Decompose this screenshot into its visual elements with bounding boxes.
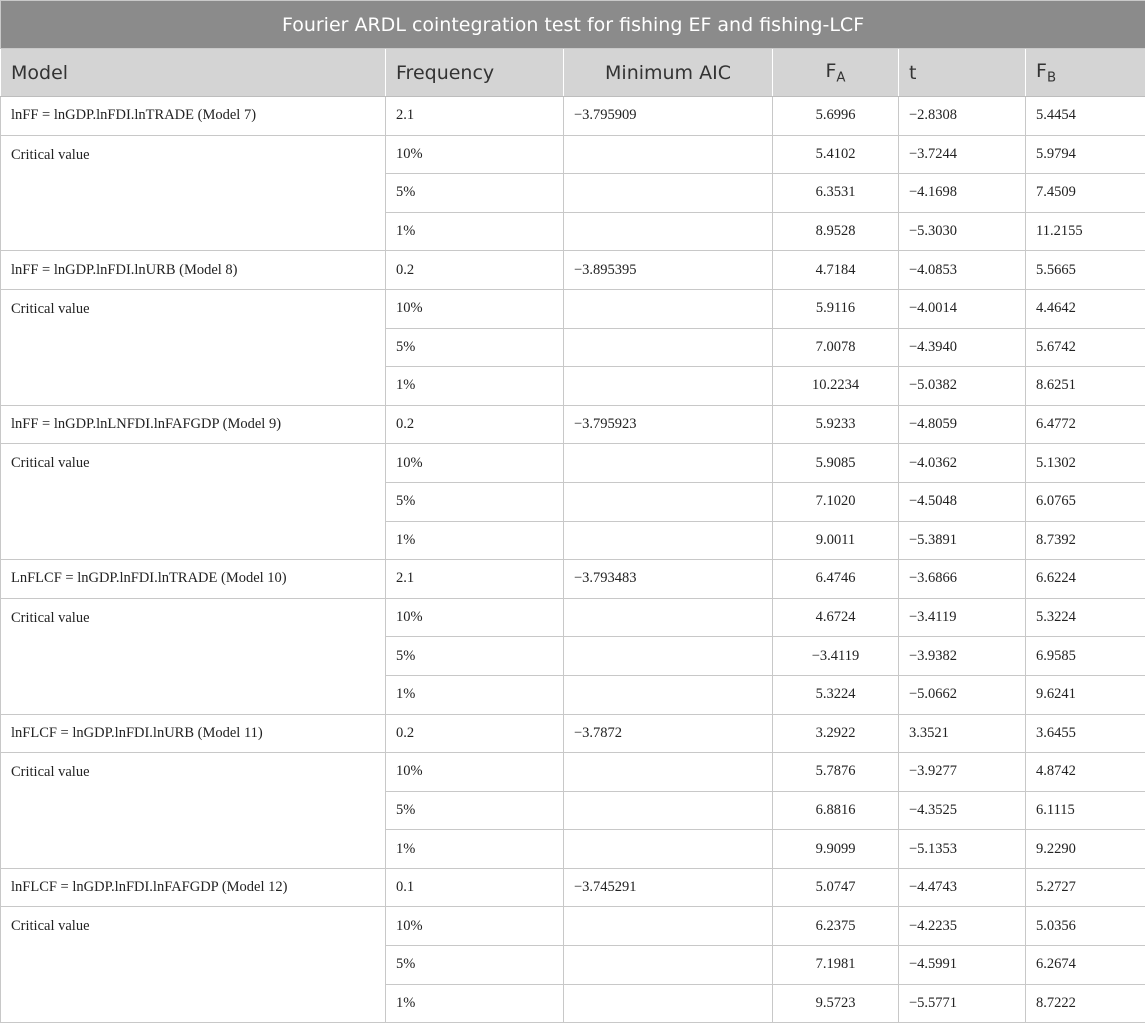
level-cell: 10%	[386, 135, 564, 174]
model-cell: lnFF = lnGDP.lnLNFDI.lnFAFGDP (Model 9)	[1, 405, 386, 444]
fb-cell: 8.7222	[1026, 984, 1145, 1023]
frequency-cell: 0.2	[386, 405, 564, 444]
t-cell: −4.3525	[899, 791, 1026, 830]
model-row	[1, 868, 1145, 907]
fa-cell: 5.6996	[773, 97, 899, 136]
fb-cell: 9.2290	[1026, 830, 1145, 869]
t-cell: −4.3940	[899, 328, 1026, 367]
table-title: Fourier ARDL cointegration test for fishing EF and fishing-LCF	[1, 1, 1145, 49]
aic-cell: −3.793483	[564, 560, 773, 599]
empty-cell	[564, 289, 773, 328]
empty-cell	[564, 482, 773, 521]
fb-cell: 6.6224	[1026, 560, 1145, 599]
t-cell: −4.5991	[899, 946, 1026, 985]
header-t: t	[899, 49, 1026, 97]
fb-cell: 5.2727	[1026, 868, 1145, 907]
fb-cell: 4.8742	[1026, 753, 1145, 792]
empty-cell	[564, 328, 773, 367]
critical-row	[1, 135, 1145, 174]
critical-label-cell: Critical value	[1, 753, 386, 869]
t-cell: −4.8059	[899, 405, 1026, 444]
aic-cell: −3.895395	[564, 251, 773, 290]
fa-cell: 5.0747	[773, 868, 899, 907]
t-cell: −3.9277	[899, 753, 1026, 792]
fb-cell: 5.6742	[1026, 328, 1145, 367]
fa-cell: 6.8816	[773, 791, 899, 830]
t-cell: −4.2235	[899, 907, 1026, 946]
critical-row	[1, 289, 1145, 328]
fa-cell: 5.4102	[773, 135, 899, 174]
fb-cell: 4.4642	[1026, 289, 1145, 328]
model-cell: lnFF = lnGDP.lnFDI.lnURB (Model 8)	[1, 251, 386, 290]
fa-cell: 7.0078	[773, 328, 899, 367]
level-cell: 5%	[386, 174, 564, 213]
critical-label-cell: Critical value	[1, 289, 386, 405]
fb-cell: 5.5665	[1026, 251, 1145, 290]
fb-cell: 6.1115	[1026, 791, 1145, 830]
empty-cell	[564, 637, 773, 676]
level-cell: 1%	[386, 675, 564, 714]
fa-cell: 5.3224	[773, 675, 899, 714]
table-title-row	[1, 1, 1145, 49]
aic-cell: −3.7872	[564, 714, 773, 753]
t-cell: −3.6866	[899, 560, 1026, 599]
level-cell: 10%	[386, 907, 564, 946]
empty-cell	[564, 907, 773, 946]
empty-cell	[564, 174, 773, 213]
level-cell: 1%	[386, 212, 564, 251]
header-model: Model	[1, 49, 386, 97]
empty-cell	[564, 984, 773, 1023]
fb-cell: 5.0356	[1026, 907, 1145, 946]
table-header-row	[1, 49, 1145, 97]
level-cell: 1%	[386, 830, 564, 869]
table-body	[1, 97, 1145, 1023]
header-fb	[1026, 49, 1145, 97]
header-minimum-aic: Minimum AIC	[564, 49, 773, 97]
fa-cell: 4.7184	[773, 251, 899, 290]
header-fa-sub: A	[836, 70, 845, 85]
t-cell: −3.7244	[899, 135, 1026, 174]
fb-cell: 6.2674	[1026, 946, 1145, 985]
aic-cell: −3.795923	[564, 405, 773, 444]
frequency-cell: 2.1	[386, 97, 564, 136]
frequency-cell: 2.1	[386, 560, 564, 599]
fa-cell: 9.5723	[773, 984, 899, 1023]
fa-cell: 7.1981	[773, 946, 899, 985]
fb-cell: 5.9794	[1026, 135, 1145, 174]
model-row	[1, 714, 1145, 753]
level-cell: 10%	[386, 598, 564, 637]
frequency-cell: 0.2	[386, 714, 564, 753]
t-cell: −4.0014	[899, 289, 1026, 328]
fa-cell: 4.6724	[773, 598, 899, 637]
fa-cell: 6.3531	[773, 174, 899, 213]
empty-cell	[564, 212, 773, 251]
fa-cell: 3.2922	[773, 714, 899, 753]
fa-cell: −3.4119	[773, 637, 899, 676]
fb-cell: 5.3224	[1026, 598, 1145, 637]
level-cell: 1%	[386, 984, 564, 1023]
empty-cell	[564, 135, 773, 174]
header-frequency: Frequency	[386, 49, 564, 97]
t-cell: −4.4743	[899, 868, 1026, 907]
fb-cell: 11.2155	[1026, 212, 1145, 251]
fa-cell: 5.7876	[773, 753, 899, 792]
frequency-cell: 0.1	[386, 868, 564, 907]
empty-cell	[564, 830, 773, 869]
empty-cell	[564, 598, 773, 637]
t-cell: −4.1698	[899, 174, 1026, 213]
fb-cell: 9.6241	[1026, 675, 1145, 714]
empty-cell	[564, 753, 773, 792]
header-fa-main: F	[825, 60, 836, 82]
fa-cell: 9.0011	[773, 521, 899, 560]
empty-cell	[564, 791, 773, 830]
fa-cell: 5.9233	[773, 405, 899, 444]
level-cell: 5%	[386, 328, 564, 367]
t-cell: −5.3891	[899, 521, 1026, 560]
critical-row	[1, 444, 1145, 483]
fb-cell: 6.0765	[1026, 482, 1145, 521]
level-cell: 10%	[386, 289, 564, 328]
model-row	[1, 560, 1145, 599]
level-cell: 5%	[386, 637, 564, 676]
t-cell: −3.4119	[899, 598, 1026, 637]
critical-label-cell: Critical value	[1, 135, 386, 251]
model-cell: LnFLCF = lnGDP.lnFDI.lnTRADE (Model 10)	[1, 560, 386, 599]
header-fb-main: F	[1036, 60, 1047, 82]
critical-label-cell: Critical value	[1, 907, 386, 1023]
t-cell: 3.3521	[899, 714, 1026, 753]
t-cell: −3.9382	[899, 637, 1026, 676]
model-row	[1, 97, 1145, 136]
model-row	[1, 251, 1145, 290]
empty-cell	[564, 367, 773, 406]
fa-cell: 10.2234	[773, 367, 899, 406]
t-cell: −5.5771	[899, 984, 1026, 1023]
fb-cell: 5.1302	[1026, 444, 1145, 483]
t-cell: −4.0362	[899, 444, 1026, 483]
t-cell: −2.8308	[899, 97, 1026, 136]
model-cell: lnFF = lnGDP.lnFDI.lnTRADE (Model 7)	[1, 97, 386, 136]
level-cell: 10%	[386, 753, 564, 792]
empty-cell	[564, 521, 773, 560]
fa-cell: 6.4746	[773, 560, 899, 599]
frequency-cell: 0.2	[386, 251, 564, 290]
empty-cell	[564, 946, 773, 985]
aic-cell: −3.795909	[564, 97, 773, 136]
level-cell: 5%	[386, 791, 564, 830]
critical-row	[1, 753, 1145, 792]
fb-cell: 3.6455	[1026, 714, 1145, 753]
fb-cell: 6.4772	[1026, 405, 1145, 444]
fa-cell: 5.9085	[773, 444, 899, 483]
t-cell: −5.3030	[899, 212, 1026, 251]
model-row	[1, 405, 1145, 444]
model-cell: lnFLCF = lnGDP.lnFDI.lnURB (Model 11)	[1, 714, 386, 753]
fa-cell: 5.9116	[773, 289, 899, 328]
level-cell: 1%	[386, 367, 564, 406]
aic-cell: −3.745291	[564, 868, 773, 907]
fb-cell: 8.7392	[1026, 521, 1145, 560]
t-cell: −4.0853	[899, 251, 1026, 290]
level-cell: 5%	[386, 946, 564, 985]
critical-label-cell: Critical value	[1, 444, 386, 560]
model-cell: lnFLCF = lnGDP.lnFDI.lnFAFGDP (Model 12)	[1, 868, 386, 907]
level-cell: 10%	[386, 444, 564, 483]
critical-row	[1, 907, 1145, 946]
fa-cell: 7.1020	[773, 482, 899, 521]
fb-cell: 7.4509	[1026, 174, 1145, 213]
level-cell: 1%	[386, 521, 564, 560]
empty-cell	[564, 444, 773, 483]
header-fa	[773, 49, 899, 97]
empty-cell	[564, 675, 773, 714]
critical-label-cell: Critical value	[1, 598, 386, 714]
header-fb-sub: B	[1047, 70, 1056, 85]
critical-row	[1, 598, 1145, 637]
fa-cell: 6.2375	[773, 907, 899, 946]
fb-cell: 5.4454	[1026, 97, 1145, 136]
t-cell: −4.5048	[899, 482, 1026, 521]
t-cell: −5.1353	[899, 830, 1026, 869]
fb-cell: 6.9585	[1026, 637, 1145, 676]
fa-cell: 8.9528	[773, 212, 899, 251]
fa-cell: 9.9099	[773, 830, 899, 869]
t-cell: −5.0382	[899, 367, 1026, 406]
t-cell: −5.0662	[899, 675, 1026, 714]
fb-cell: 8.6251	[1026, 367, 1145, 406]
level-cell: 5%	[386, 482, 564, 521]
